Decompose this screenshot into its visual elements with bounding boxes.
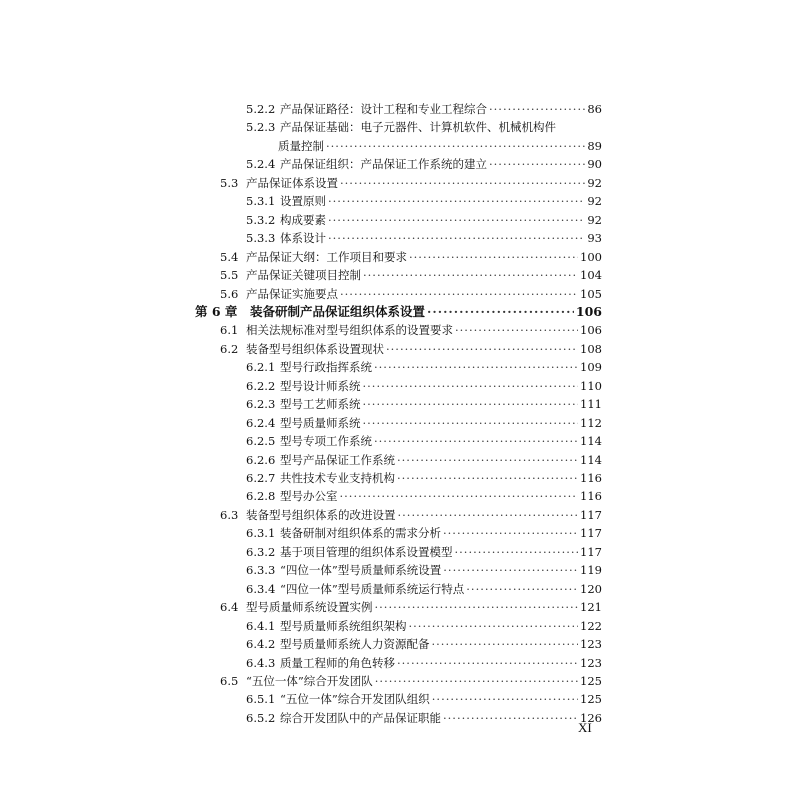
toc-entry-page-number: 119	[580, 563, 602, 578]
toc-entry[interactable]	[246, 377, 602, 395]
toc-entry-page-number: 106	[580, 323, 602, 338]
toc-entry-number: 6.2	[220, 341, 239, 356]
toc-entry-page-number: 117	[580, 526, 602, 541]
toc-entry-title: 产品保证关键项目控制	[246, 268, 361, 283]
toc-entry-page-number: 117	[580, 507, 602, 522]
toc-entry-title: 装备研制产品保证组织体系设置	[250, 303, 426, 319]
toc-entry[interactable]	[195, 303, 602, 321]
toc-entry-page-number: 110	[580, 378, 602, 393]
toc-entry-number: 6.4	[220, 600, 239, 615]
toc-dot-leader	[427, 303, 574, 321]
toc-entry[interactable]	[220, 321, 602, 339]
toc-entry-title: 型号办公室	[280, 489, 338, 504]
toc-entry-title: 相关法规标准对型号组织体系的设置要求	[246, 323, 453, 338]
toc-dot-leader	[397, 469, 578, 487]
toc-dot-leader	[328, 192, 585, 210]
toc-entry-title: 基于项目管理的组织体系设置模型	[280, 544, 453, 559]
toc-entry[interactable]	[246, 487, 602, 505]
toc-entry-title: 产品保证基础：电子元器件、计算机软件、机械机构件	[280, 120, 556, 135]
toc-entry-title: “五位一体”综合开发团队组织	[280, 692, 430, 707]
toc-dot-leader	[340, 174, 585, 192]
toc-entry-number: 5.3.1	[246, 194, 276, 209]
toc-dot-leader	[397, 451, 578, 469]
toc-dot-leader	[466, 580, 578, 598]
toc-entry-title: 型号质量师系统设置实例	[246, 600, 373, 615]
toc-entry-number: 6.3.4	[246, 581, 276, 596]
toc-entry[interactable]	[220, 672, 602, 690]
toc-entry[interactable]	[246, 100, 602, 118]
toc-entry-title: 共性技术专业支持机构	[280, 471, 395, 485]
toc-dot-leader	[409, 248, 578, 266]
toc-entry-page-number: 100	[580, 249, 602, 264]
toc-entry[interactable]	[246, 358, 602, 376]
toc-entry[interactable]	[220, 506, 602, 524]
toc-entry-page-number: 120	[580, 581, 602, 596]
toc-entry-number: 5.2.4	[246, 157, 276, 172]
toc-entry-number: 6.2.3	[246, 397, 276, 412]
toc-entry-title: 综合开发团队中的产品保证职能	[280, 710, 441, 725]
toc-entry-number: 6.2.8	[246, 489, 276, 504]
toc-dot-leader	[326, 137, 585, 155]
toc-entry-number: 6.2.4	[246, 415, 276, 430]
toc-entry-page-number: 125	[580, 692, 602, 707]
toc-entry-page-number: 109	[580, 360, 602, 375]
toc-dot-leader	[386, 340, 578, 358]
toc-entry-page-number: 114	[580, 452, 602, 467]
toc-entry[interactable]	[246, 617, 602, 635]
toc-entry-page-number: 86	[587, 102, 602, 116]
toc-entry-title: 产品保证体系设置	[246, 175, 338, 190]
toc-entry-title: 设置原则	[280, 194, 326, 209]
toc-entry-title: 体系设计	[280, 231, 326, 246]
toc-entry-number: 5.6	[220, 286, 239, 301]
toc-entry-page-number: 114	[580, 434, 602, 449]
toc-dot-leader	[363, 414, 579, 432]
toc-entry[interactable]	[278, 137, 602, 155]
toc-entry-page-number: 93	[587, 231, 602, 246]
toc-entry-number: 6.5.2	[246, 710, 276, 725]
toc-dot-leader	[374, 432, 578, 450]
toc-entry-page-number: 116	[580, 471, 602, 485]
toc-dot-leader	[443, 709, 578, 727]
toc-entry-title: 构成要素	[280, 212, 326, 227]
toc-entry-number: 5.4	[220, 249, 239, 264]
toc-entry-number: 6.3.1	[246, 526, 276, 541]
toc-entry[interactable]	[220, 340, 602, 358]
toc-entry-number: 6.2.6	[246, 452, 276, 467]
toc-entry-title: “五位一体”综合开发团队	[246, 673, 373, 688]
toc-entry-page-number: 116	[580, 489, 602, 504]
toc-entry-page-number: 89	[587, 138, 602, 153]
toc-entry-number: 6.4.3	[246, 655, 276, 670]
toc-entry-page-number: 106	[575, 303, 602, 319]
toc-entry-number: 6.2.2	[246, 378, 276, 393]
toc-entry-page-number: 104	[580, 268, 602, 283]
toc-entry[interactable]	[246, 654, 602, 672]
toc-dot-leader	[489, 100, 585, 118]
toc-entry[interactable]	[246, 395, 602, 413]
toc-entry-number: 5.2.3	[246, 120, 276, 135]
toc-entry-number: 6.4.2	[246, 637, 276, 652]
toc-dot-leader	[398, 506, 579, 524]
toc-entry[interactable]	[246, 155, 602, 173]
toc-entry-number: 5.3.3	[246, 231, 276, 246]
toc-entry[interactable]	[246, 211, 602, 229]
toc-entry-number: 5.2.2	[246, 102, 276, 116]
toc-entry-page-number: 121	[580, 600, 602, 615]
toc-entry[interactable]	[246, 192, 602, 210]
toc-entry-title: 型号产品保证工作系统	[280, 452, 395, 467]
toc-dot-leader	[397, 654, 578, 672]
toc-entry[interactable]	[246, 561, 602, 579]
toc-entry-title: 装备研制对组织体系的需求分析	[280, 526, 441, 541]
toc-entry[interactable]	[246, 229, 602, 247]
toc-dot-leader	[375, 672, 578, 690]
toc-dot-leader	[363, 377, 579, 395]
toc-entry[interactable]	[220, 248, 602, 266]
toc-entry-title: 产品保证大纲：工作项目和要求	[246, 249, 407, 264]
toc-entry-number: 6.5	[220, 673, 239, 688]
toc-entry[interactable]	[246, 635, 602, 653]
toc-entry-title: 型号行政指挥系统	[280, 360, 372, 375]
toc-dot-leader	[409, 617, 579, 635]
toc-entry-number: 6.2.1	[246, 360, 276, 375]
toc-entry-number: 6.2.7	[246, 471, 276, 485]
toc-entry[interactable]	[246, 524, 602, 542]
toc-entry[interactable]	[246, 690, 602, 708]
toc-dot-leader	[432, 635, 579, 653]
toc-dot-leader	[363, 395, 579, 413]
toc-entry-page-number: 90	[587, 157, 602, 172]
toc-entry[interactable]	[246, 451, 602, 469]
toc-entry-page-number: 117	[580, 544, 602, 559]
toc-entry-title: 产品保证路径：设计工程和专业工程综合	[280, 102, 487, 116]
toc-entry-number: 6.3.2	[246, 544, 276, 559]
toc-entry-page-number: 125	[580, 673, 602, 688]
toc-dot-leader	[363, 266, 578, 284]
toc-entry-title: 型号工艺师系统	[280, 397, 361, 412]
toc-entry-page-number: 123	[580, 637, 602, 652]
toc-dot-leader	[375, 598, 579, 616]
toc-dot-leader	[455, 321, 578, 339]
toc-entry-number: 5.3.2	[246, 212, 276, 227]
toc-dot-leader	[374, 358, 578, 376]
toc-entry-title: 质量控制	[278, 138, 324, 153]
toc-entry-title: “四位一体”型号质量师系统运行特点	[280, 581, 465, 596]
toc-entry-title: 型号质量师系统组织架构	[280, 618, 407, 633]
toc-entry-page-number: 105	[580, 286, 602, 301]
toc-entry-number: 6.2.5	[246, 434, 276, 449]
toc-entry[interactable]	[246, 469, 602, 487]
toc-dot-leader	[489, 155, 585, 173]
toc-entry[interactable]	[246, 432, 602, 450]
toc-dot-leader	[443, 561, 578, 579]
toc-entry[interactable]	[246, 543, 602, 561]
toc-entry-page-number: 92	[587, 212, 602, 227]
toc-dot-leader	[432, 690, 578, 708]
toc-entry-title: 质量工程师的角色转移	[280, 655, 395, 670]
toc-entry-page-number: 122	[580, 618, 602, 633]
toc-entry-title: 产品保证实施要点	[246, 286, 338, 301]
toc-entry-title: “四位一体”型号质量师系统设置	[280, 563, 442, 578]
toc-entry-title: 型号质量师系统	[280, 415, 361, 430]
toc-entry-page-number: 92	[587, 175, 602, 190]
toc-dot-leader	[328, 229, 585, 247]
toc-entry-title: 装备型号组织体系设置现状	[246, 341, 384, 356]
toc-dot-leader	[455, 543, 579, 561]
toc-entry[interactable]	[220, 598, 602, 616]
toc-entry-title: 装备型号组织体系的改进设置	[246, 507, 396, 522]
toc-entry-title: 型号设计师系统	[280, 378, 361, 393]
toc-entry-page-number: 126	[580, 710, 602, 725]
toc-dot-leader	[443, 524, 578, 542]
toc-entry-number: 6.3.3	[246, 563, 276, 578]
toc-entry[interactable]	[246, 118, 602, 136]
toc-entry-number: 6.1	[220, 323, 239, 338]
toc-entry-page-number: 123	[580, 655, 602, 670]
toc-entry[interactable]	[220, 266, 602, 284]
toc-entry-page-number: 111	[580, 397, 602, 412]
toc-entry-title: 产品保证组织：产品保证工作系统的建立	[280, 157, 487, 172]
toc-entry[interactable]	[246, 580, 602, 598]
toc-entry[interactable]	[246, 414, 602, 432]
toc-entry-number: 6.4.1	[246, 618, 276, 633]
toc-entry-number: 5.5	[220, 268, 239, 283]
toc-entry[interactable]	[246, 709, 602, 727]
toc-entry-number: 6.3	[220, 507, 239, 522]
toc-entry-page-number: 108	[580, 341, 602, 356]
page-number-folio: XI	[578, 720, 592, 735]
toc-entry-title: 型号专项工作系统	[280, 434, 372, 449]
toc-entry-page-number: 92	[587, 194, 602, 209]
toc-entry-number: 5.3	[220, 175, 239, 190]
toc-entry-number: 第 6 章	[195, 303, 238, 319]
toc-entry-number: 6.5.1	[246, 692, 276, 707]
toc-dot-leader	[328, 211, 585, 229]
toc-entry-title: 型号质量师系统人力资源配备	[280, 637, 430, 652]
toc-entry-page-number: 112	[580, 415, 602, 430]
toc-dot-leader	[340, 487, 579, 505]
toc-entry[interactable]	[220, 174, 602, 192]
toc-entry[interactable]	[220, 285, 602, 303]
toc-dot-leader	[340, 285, 578, 303]
